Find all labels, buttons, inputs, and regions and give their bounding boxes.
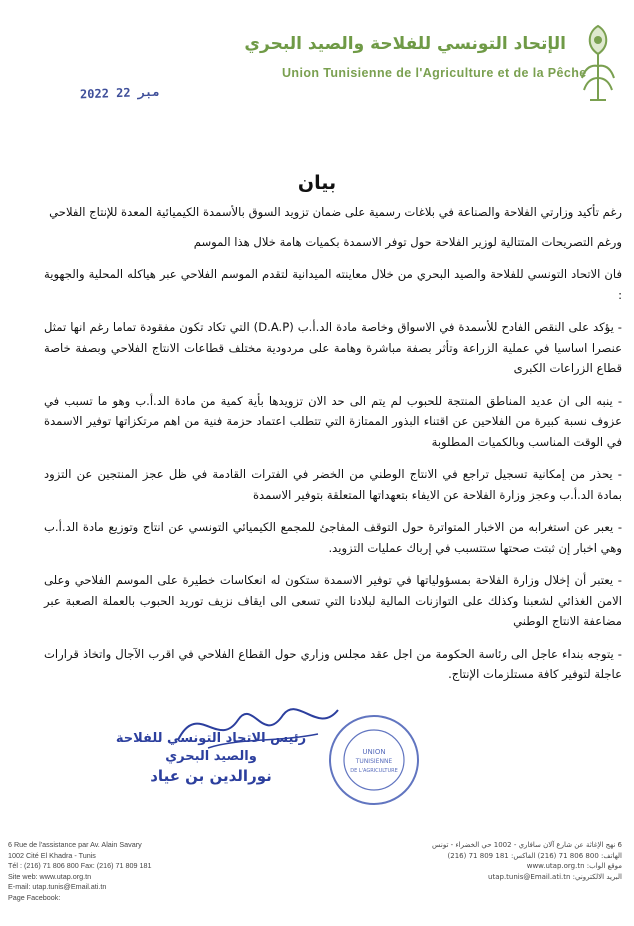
paragraph-bullet: - يؤكد على النقص الفادح للأسمدة في الاسواق وخاصة مادة الد.أ.ب (D.A.P) التي تكاد تكون مفقودة تماما رغم انها تمثل عنصرا اساسيا في عملية الزراعة وتأثر بصفة مباشرة وهامة على مردودية مختلف قطاعات الانتاج الفلاحي وبصفة خاصة قطاع الزراعات الكبرى (44, 320, 622, 375)
svg-text:UNION: UNION (362, 748, 386, 756)
union-logo-icon (578, 22, 618, 106)
paragraph: ورغم التصريحات المتتالية لوزير الفلاحة حول توفر الاسمدة بكميات هامة خلال هذا الموسم (193, 234, 622, 249)
signatory-title-cont: والصيد البحري (165, 749, 257, 764)
footer-line: الهاتف: 800 806 71 (216) الفاكس: 181 809 71 (216) (447, 851, 622, 860)
paragraph-bullet: - يعبر عن استغرابه من الاخبار المتواترة حول التوقف المفاجئ للمجمع الكيميائي التونسي عن انتاج وتوزيع مادة الد.أ.ب وهي اخبار إن ثبتت صحتها ستتسبب في إرباك عمليات التزويد. (44, 520, 622, 555)
paragraph-bullet: - ينبه الى ان عديد المناطق المنتجة للحبوب لم يتم الى حد الان تزويدها بأية كمية من مادة الد.أ.ب وهو ما تسبب في عزوف نسبة كبيرة من الفلاحين عن اقتناء البذور الممتازة التي تتطلب اعتماد حزمة فنية من اهم مرتكزاتها توفير الاسمدة في الوقت المناسب وبالكميات المطلوبة (44, 393, 622, 449)
footer-line: Tél : (216) 71 806 800 Fax: (216) 71 809 181 (8, 861, 152, 871)
official-seal-icon (326, 712, 422, 808)
footer-line: البريد الالكتروني: utap.tunis@Email.ati.tn (488, 872, 622, 881)
paragraph: فان الاتحاد التونسي للفلاحة والصيد البحري من خلال معاينته الميدانية لتقدم الموسم الفلاحي عبر هياكله المحلية والجهوية : (44, 267, 622, 302)
paragraph-bullet: - يحذر من إمكانية تسجيل تراجع في الانتاج الوطني من الخضر في الفترات القادمة في ظل عجز المنتجين عن التزود بمادة الد.أ.ب وعجز وزارة الفلاحة عن الايفاء بتعهداتها المتعلقة بتوفير الاسمدة (44, 467, 622, 502)
svg-text:DE L'AGRICULTURE: DE L'AGRICULTURE (350, 768, 398, 774)
footer-line: Site web: www.utap.org.tn (8, 871, 92, 881)
footer-address-french (8, 840, 248, 904)
footer-line: E-mail: utap.tunis@Email.ati.tn (8, 882, 107, 892)
statement-body (44, 202, 622, 694)
footer-line: 1002 Cité El Khadra - Tunis (8, 850, 96, 860)
svg-text:TUNISIENNE: TUNISIENNE (355, 758, 393, 765)
signatory-name: نورالدين بن عياد (150, 767, 272, 785)
paragraph: رغم تأكيد وزارتي الفلاحة والصناعة في بلاغات رسمية على ضمان تزويد السوق بالأسمدة الكيميائية المعدة للإنتاج الفلاحي (49, 205, 622, 219)
signatory-title: رئيس الاتحاد التونسي للفلاحة (115, 731, 307, 746)
footer-address-arabic (372, 840, 622, 882)
footer-line: Page Facebook: (8, 892, 61, 902)
org-name-french: Union Tunisienne de l'Agriculture et de la Pêche (282, 66, 587, 80)
footer-line: 6 نهج الإغاثة عن شارع آلان سافاري - 1002 حي الخضراء - تونس (431, 841, 622, 849)
org-name-arabic: الإتحاد التونسي للفلاحة والصيد البحري (244, 34, 566, 54)
paragraph-bullet: - يعتبر أن إخلال وزارة الفلاحة بمسؤولياتها في توفير الاسمدة ستكون له انعكاسات خطيرة على الموسم الفلاحي وعلى الامن الغذائي لشعبنا وكذلك على التوازنات المالية لبلادنا التي تسعى الى ايقاف نزيف توريد الحبوب بالعملة الصعبة عبر مضاعفة الانتاج الوطني (44, 573, 622, 628)
footer-line: 6 Rue de l'assistance par Av. Alain Savary (8, 840, 142, 849)
document-title: بيان (297, 172, 337, 194)
paragraph-bullet: - يتوجه بنداء عاجل الى رئاسة الحكومة من اجل عقد مجلس وزاري حول القطاع الفلاحي في اقرب الآجال واتخاذ قرارات عاجلة لتوفير كافة مستلزمات الإنتاج. (44, 646, 622, 681)
signature-block (96, 730, 326, 787)
date-stamp: 2022 مبر 22 (79, 84, 160, 102)
footer-line: موقع الواب: www.utap.org.tn (526, 862, 622, 871)
